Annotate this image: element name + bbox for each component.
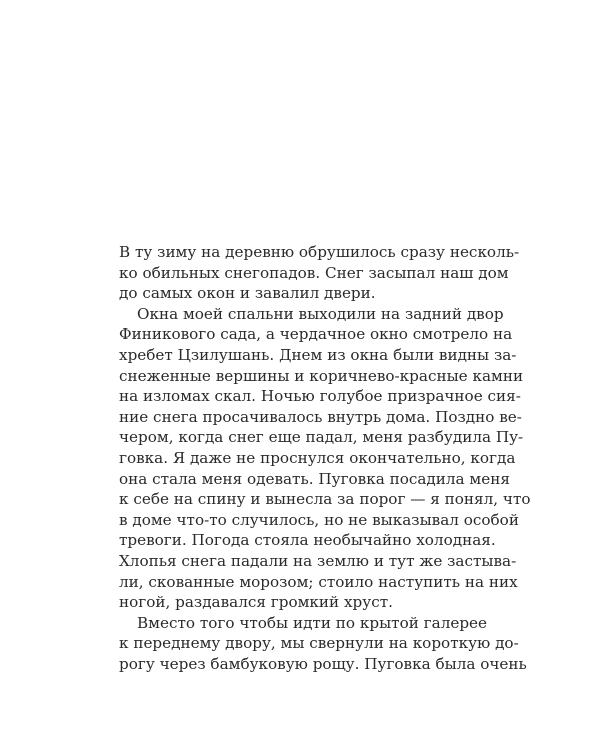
text-line: чером, когда снег еще падал, меня разбудила Пу- (119, 428, 524, 447)
text-line: на изломах скал. Ночью голубое призрачное сия- (119, 387, 521, 406)
text-line: Хлопья снега падали на землю и тут же застыва- (119, 551, 517, 570)
paragraph-2 (119, 304, 531, 613)
text-line: до самых окон и завалил двери. (119, 284, 376, 303)
paragraph-1 (119, 242, 520, 304)
text-line: она стала меня одевать. Пуговка посадила меня (119, 469, 510, 488)
text-line: снеженные вершины и коричнево-красные камни (119, 366, 524, 385)
text-line: Вместо того чтобы идти по крытой галерее (137, 613, 488, 632)
text-line: говка. Я даже не проснулся окончательно, когда (119, 448, 516, 467)
text-line: ко обильных снегопадов. Снег засыпал наш дом (119, 263, 509, 282)
text-line: хребет Цзилушань. Днем из окна были видны за- (119, 345, 517, 364)
text-line: ногой, раздавался громкий хруст. (119, 593, 393, 612)
text-line: ли, скованные морозом; стоило наступить на них (119, 572, 518, 591)
text-line: тревоги. Погода стояла необычайно холодная. (119, 531, 496, 550)
text-line: к переднему двору, мы свернули на короткую до- (119, 634, 519, 653)
text-line: В ту зиму на деревню обрушилось сразу несколь- (119, 243, 520, 261)
text-line: ние снега просачивалось внутрь дома. Поздно ве- (119, 407, 522, 426)
body-text (119, 242, 531, 674)
text-line: в доме что-то случилось, но не выказывал особой (119, 510, 519, 529)
paragraph-3 (119, 613, 527, 675)
text-line: рогу через бамбуковую рощу. Пуговка была очень (119, 654, 527, 673)
text-line: Финикового сада, а чердачное окно смотрело на (119, 325, 513, 344)
text-line: Окна моей спальни выходили на задний двор (137, 304, 504, 323)
text-line: к себе на спину и вынесла за порог — я понял, что (119, 490, 531, 509)
